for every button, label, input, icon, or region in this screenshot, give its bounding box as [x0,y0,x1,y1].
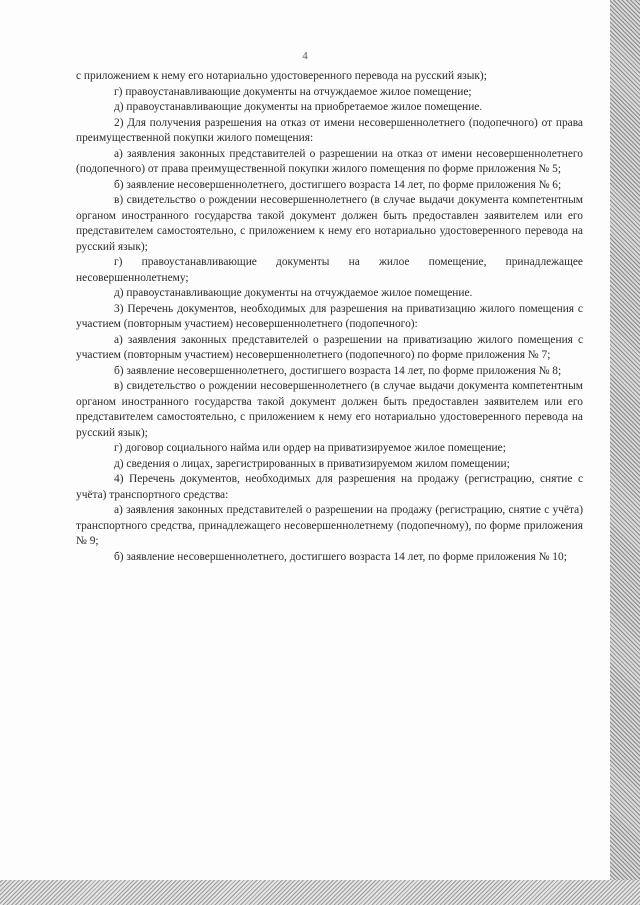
paragraph: с приложением к нему его нотариально удостоверенного перевода на русский язык); [76,70,487,82]
document-body [76,69,583,565]
paragraph: д) правоустанавливающие документы на отчуждаемое жилое помещение. [114,287,473,299]
paragraph: б) заявление несовершеннолетнего, достигшего возраста 14 лет, по форме приложения № 6; [114,178,562,191]
page-number: 4 [302,50,308,62]
paragraph: а) заявления законных представителей о разрешении на приватизацию жилого помещения с участием (повторным участием) несовершеннолетнего (подопечного) по форме приложения № 7; [76,333,583,361]
scan-edge-bottom [0,880,640,905]
paragraph: 4) Перечень документов, необходимых для разрешения на продажу (регистрацию, снятие с учёта) транспортного средства: [76,473,583,501]
paragraph: б) заявление несовершеннолетнего, достигшего возраста 14 лет, по форме приложения № 10; [114,550,567,563]
scan-edge-right [610,0,640,905]
paragraph: б) заявление несовершеннолетнего, достигшего возраста 14 лет, по форме приложения № 8; [114,364,562,377]
paragraph: д) сведения о лицах, зарегистрированных в приватизируемом жилом помещении; [114,457,510,470]
paragraph: а) заявления законных представителей о разрешении на продажу (регистрацию, снятие с учёта) транспортного средства, принадлежащего несовершеннолетнему (подопечному), по форме приложения № 9; [76,504,583,547]
paragraph: 3) Перечень документов, необходимых для разрешения на приватизацию жилого помещения с участием (повторным участием) несовершеннолетнего (подопечного): [76,302,583,330]
paragraph: д) правоустанавливающие документы на приобретаемое жилое помещение. [114,101,483,113]
paragraph: г) правоустанавливающие документы на отчуждаемое жилое помещение; [114,85,472,98]
paragraph: в) свидетельство о рождении несовершеннолетнего (в случае выдачи документа компетентным органом иностранного государства такой документ должен быть предоставлен заявителем или его представителем самостоятельно, с приложением к нему его нотариально удостоверенного перевода на русский язык); [76,194,583,253]
paragraph: г) договор социального найма или ордер на приватизируемое жилое помещение; [114,442,506,454]
paragraph: г) правоустанавливающие документы на жилое помещение, принадлежащее несовершеннолетнему; [76,256,583,284]
paragraph: а) заявления законных представителей о разрешении на отказ от имени несовершеннолетнего (подопечного) от права преимущественной покупки жилого помещения по форме приложения № 5; [76,147,583,175]
paragraph: в) свидетельство о рождении несовершеннолетнего (в случае выдачи документа компетентным органом иностранного государства такой документ должен быть предоставлен заявителем или его представителем самостоятельно, с приложением к нему его нотариально удостоверенного перевода на русский язык); [76,380,583,439]
paragraph: 2) Для получения разрешения на отказ от имени несовершеннолетнего (подопечного) от права преимущественной покупки жилого помещения: [76,116,583,144]
